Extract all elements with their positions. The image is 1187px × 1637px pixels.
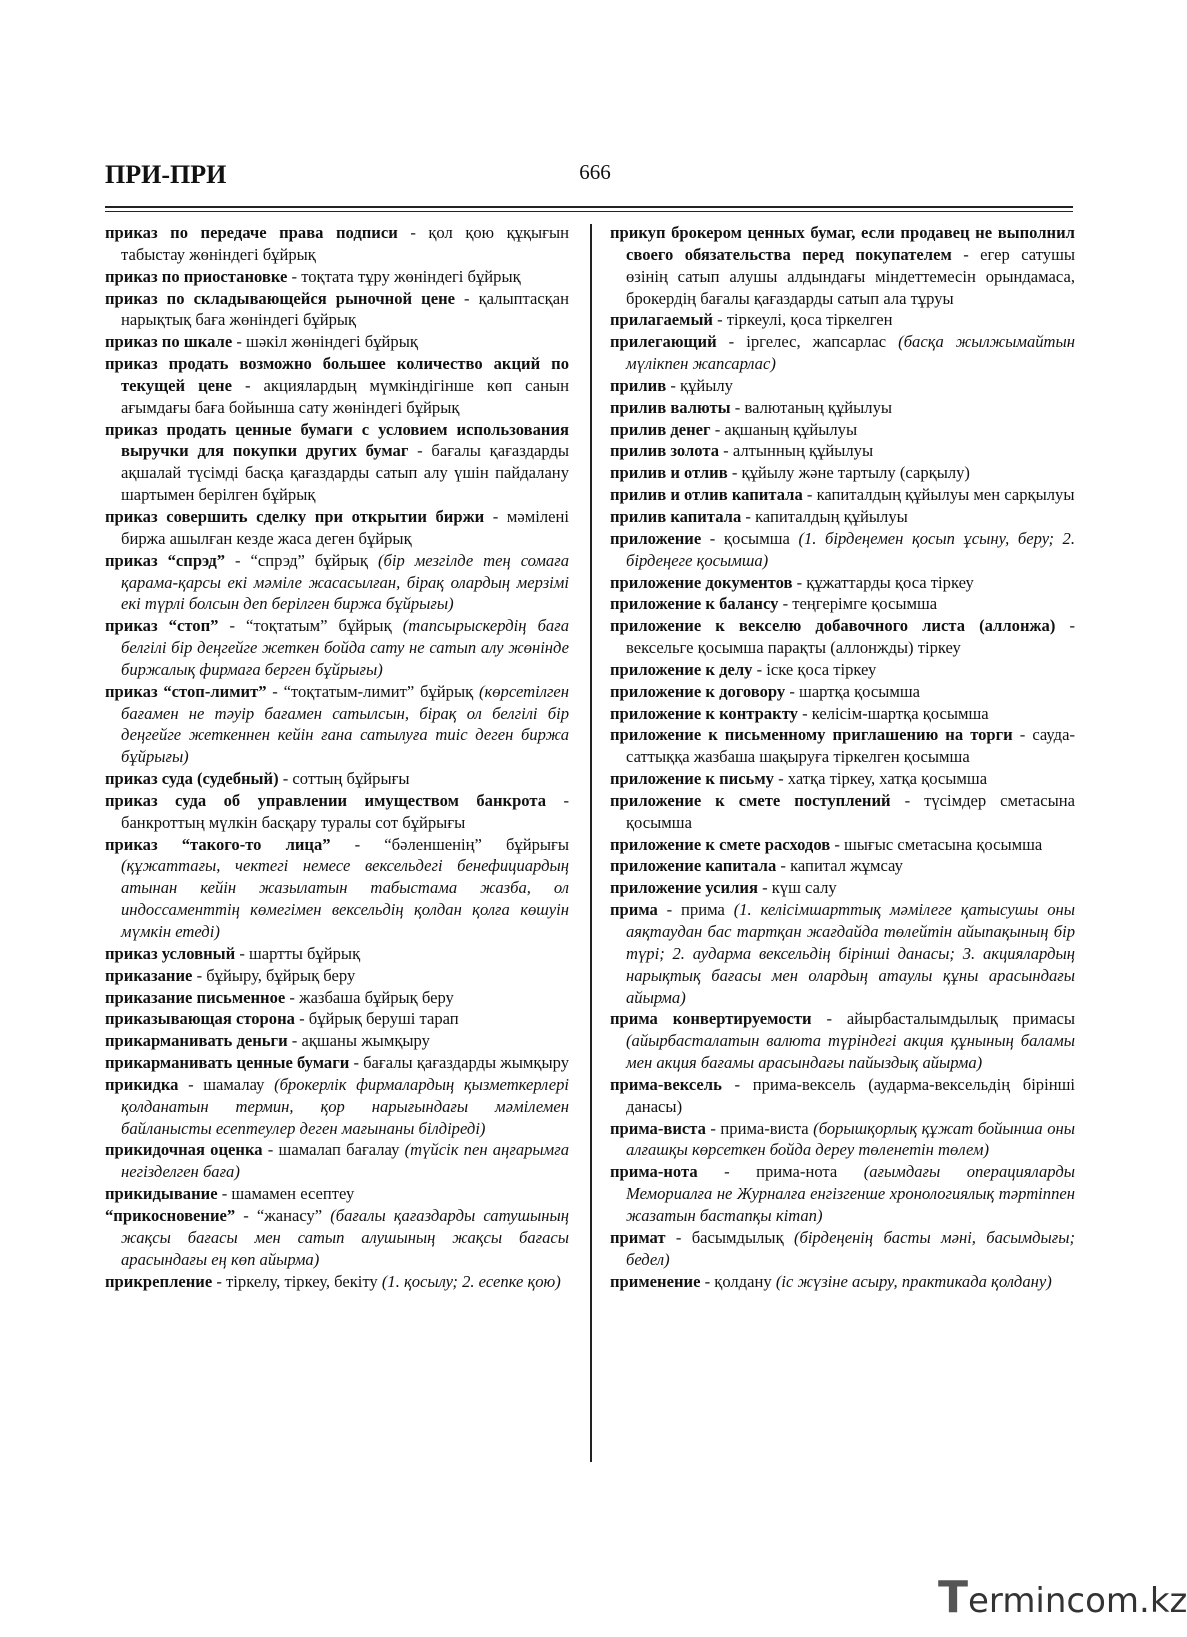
dictionary-entry: прилив денег - ақшаның құйылуы [610,419,858,439]
right-column [610,222,1075,1292]
dictionary-entry: приказ “такого-то лица” - “бәленшенің” бұйрығы (құжаттағы, чектегі немесе вексельдегі бенефициардың атынан кейін жазылатын табыстама жазба, ол индоссаменттің көмегімен вексельдің қолдан қолға көшуін мүмкін етеді) [105,834,569,941]
dictionary-entry: приложение к векселю добавочного листа (аллонжа) - вексельге қосымша парақты (аллонжды) тіркеу [610,616,1075,658]
dictionary-entry: прикидывание - шамамен есептеу [105,1184,355,1204]
dictionary-entry: прима - прима (1. келісімшарттық мәмілеге қатысушы оны аяқтаудан бас тартқан жағдайда төлейтін айыпақының бір түрі; 2. аударма вексельдің бірінші данасы; 3. акциялардың нарықтық бағасы мен олардың атаулы құны арасындағы айырма) [610,900,1076,1007]
dictionary-entry: прима-вексель - прима-вексель (аударма-вексельдің бірінші данасы) [610,1074,1075,1116]
dictionary-entry: прикрепление - тіркелу, тіркеу, бекіту (1. қосылу; 2. есепке қою) [105,1271,561,1291]
dictionary-entry: прикуп брокером ценных бумаг, если продавец не выполнил своего обязательства перед покупателем - егер сатушы өзінің сатып алушы алдындағы міндеттемесін орындамаса, брокердің бағалы қағаздарды сатып ала тұруы [610,223,1075,308]
site-watermark: Termincom.kz [938,1572,1187,1623]
dictionary-entry: приказ по приостановке - тоқтата тұру жөніндегі бұйрық [105,266,521,286]
dictionary-entry: прилив - құйылу [610,375,733,395]
dictionary-entry: приложение - қосымша (1. бірдеңемен қосып ұсыну, беру; 2. бірдеңеге қосымша) [610,528,1076,570]
header-rule-thin [105,211,1073,212]
dictionary-entry: приказ “стоп-лимит” - “тоқтатым-лимит” бұйрық (көрсетілген бағамен не тәуір бағамен сатылсын, бірақ ол белгілі бір деңгейге жеткеннен кейін ғана сатылуға тиіс деген биржа бұйрығы) [105,681,570,767]
dictionary-entry: приложение к письменному приглашению на торги - сауда-саттыққа жазбаша шақыруға тіркелген қосымша [610,725,1075,767]
page-header [105,160,1070,196]
dictionary-entry: приложение к контракту - келісім-шартқа қосымша [610,703,989,723]
dictionary-entry: приказ условный - шартты бұйрық [105,943,361,963]
dictionary-entry: приложение усилия - күш салу [610,878,837,898]
dictionary-entry: приложение капитала - капитал жұмсау [610,856,903,876]
dictionary-entry: приказ “спрэд” - “спрэд” бұйрық (бір мезгілде тең сомаға қарама-қарсы екі мәміле жасасылған, бірақ олардың мерзімі екі түрлі болсын деп берілген биржа бұйрығы) [105,550,569,614]
dictionary-entry: приказ продать возможно большее количество акций по текущей цене - акциялардың мүмкіндігінше көп санын ағымдағы баға бойынша сату жөніндегі бұйрық [105,354,569,417]
dictionary-entry: приказ по шкале - шәкіл жөніндегі бұйрық [105,332,418,352]
dictionary-entry: прилагаемый - тіркеулі, қоса тіркелген [610,310,893,330]
dictionary-entry: прима-нота - прима-нота (ағымдағы операцияларды Мемориалға не Журналға енгізгенше хронологиялық тәртіппен жазатын бастапқы кітап) [610,1162,1076,1225]
dictionary-entry: приказание - бұйыру, бұйрық беру [105,965,356,985]
dictionary-entry: прилив капитала - капиталдың құйылуы [610,506,908,526]
dictionary-entry: приложение документов - құжаттарды қоса тіркеу [610,572,974,592]
dictionary-entry: приложение к смете поступлений - түсімдер сметасына қосымша [610,790,1075,832]
header-rule-thick [105,206,1073,208]
dictionary-entry: приказание письменное - жазбаша бұйрық беру [105,987,454,1007]
column-divider [590,224,592,1462]
dictionary-entry: приказ совершить сделку при открытии биржи - мәмілені биржа ашылған кезде жаса деген бұйрық [105,506,569,548]
dictionary-entry: прилегающий - іргелес, жапсарлас (басқа жылжымайтын мүлікпен жапсарлас) [610,332,1075,374]
dictionary-entry: прикарманивать деньги - ақшаны жымқыру [105,1031,430,1051]
dictionary-entry: прикарманивать ценные бумаги - бағалы қағаздарды жымқыру [105,1053,570,1073]
dictionary-entry: применение - қолдану (іс жүзіне асыру, практикада қолдану) [610,1271,1052,1291]
dictionary-entry: прилив и отлив - құйылу және тартылу (сарқылу) [610,463,970,483]
dictionary-entry: приказ продать ценные бумаги с условием использования выручки для покупки других бумаг - бағалы қағаздарды ақшалай түсімді басқа қағаздарды сатып алу үшін пайдалану шартымен берілген бұйрық [105,419,570,505]
dictionary-entry: примат - басымдылық (бірдеңенің басты мәні, басымдығы; бедел) [610,1227,1075,1269]
dictionary-entry: прилив золота - алтынның құйылуы [610,441,874,461]
dictionary-entry: приложение к смете расходов - шығыс сметасына қосымша [610,834,1043,854]
dictionary-entry: прилив и отлив капитала - капиталдың құйылуы мен сарқылуы [610,485,1075,505]
dictionary-entry: прима конвертируемости - айырбасталымдылық примасы (айырбасталатын валюта түріндегі акция құнының баламы мен акция бағамы арасындағы пайыздық айырма) [610,1009,1075,1073]
dictionary-entry: приказ по складывающейся рыночной цене - қалыптасқан нарықтық баға жөніндегі бұйрық [105,288,569,330]
dictionary-entry: прикидочная оценка - шамалап бағалау (түйсік пен аңғарымға негізделген баға) [105,1140,570,1182]
dictionary-entry: приложение к балансу - теңгерімге қосымша [610,594,938,614]
dictionary-entry: приказ суда (судебный) - соттың бұйрығы [105,769,410,789]
dictionary-entry: приказ “стоп” - “тоқтатым” бұйрық (тапсырыскердің баға белгілі бір деңгейге жеткен бойда сату не сатып алу жөнінде биржалық фирмаға берген бұйрығы) [105,616,569,679]
dictionary-entry: приложение к договору - шартқа қосымша [610,681,921,701]
dictionary-entry: приказывающая сторона - бұйрық беруші тарап [105,1009,459,1029]
dictionary-entry: приказ по передаче права подписи - қол қою құқығын табыстау жөніндегі бұйрық [105,223,569,264]
dictionary-entry: “прикосновение” - “жанасу” (бағалы қағаздарды сатушының жақсы бағасы мен сатып алушының жақсы бағасы арасындағы ең көп айырма) [105,1205,569,1269]
running-head: ПРИ-ПРИ [105,160,227,189]
dictionary-entry: прикидка - шамалау (брокерлік фирмалардың қызметкерлері қолданатын термин, қор нарығындағы мәмілемен байланысты есептеулер деген мағынаны білдіреді) [105,1074,569,1138]
dictionary-entry: прима-виста - прима-виста (борышқорлық құжат бойынша оны алғашқы көрсеткен бойда дереу төленетін төлем) [610,1118,1075,1160]
dictionary-entry: приказ суда об управлении имуществом банкрота - банкроттың мүлкін басқару туралы сот бұйрығы [105,790,569,832]
left-column [105,222,569,1292]
dictionary-entry: приложение к письму - хатқа тіркеу, хатқа қосымша [610,769,988,789]
page-number: 666 [579,160,611,184]
dictionary-entry: прилив валюты - валютаның құйылуы [610,397,893,417]
dictionary-entry: приложение к делу - іске қоса тіркеу [610,659,877,679]
